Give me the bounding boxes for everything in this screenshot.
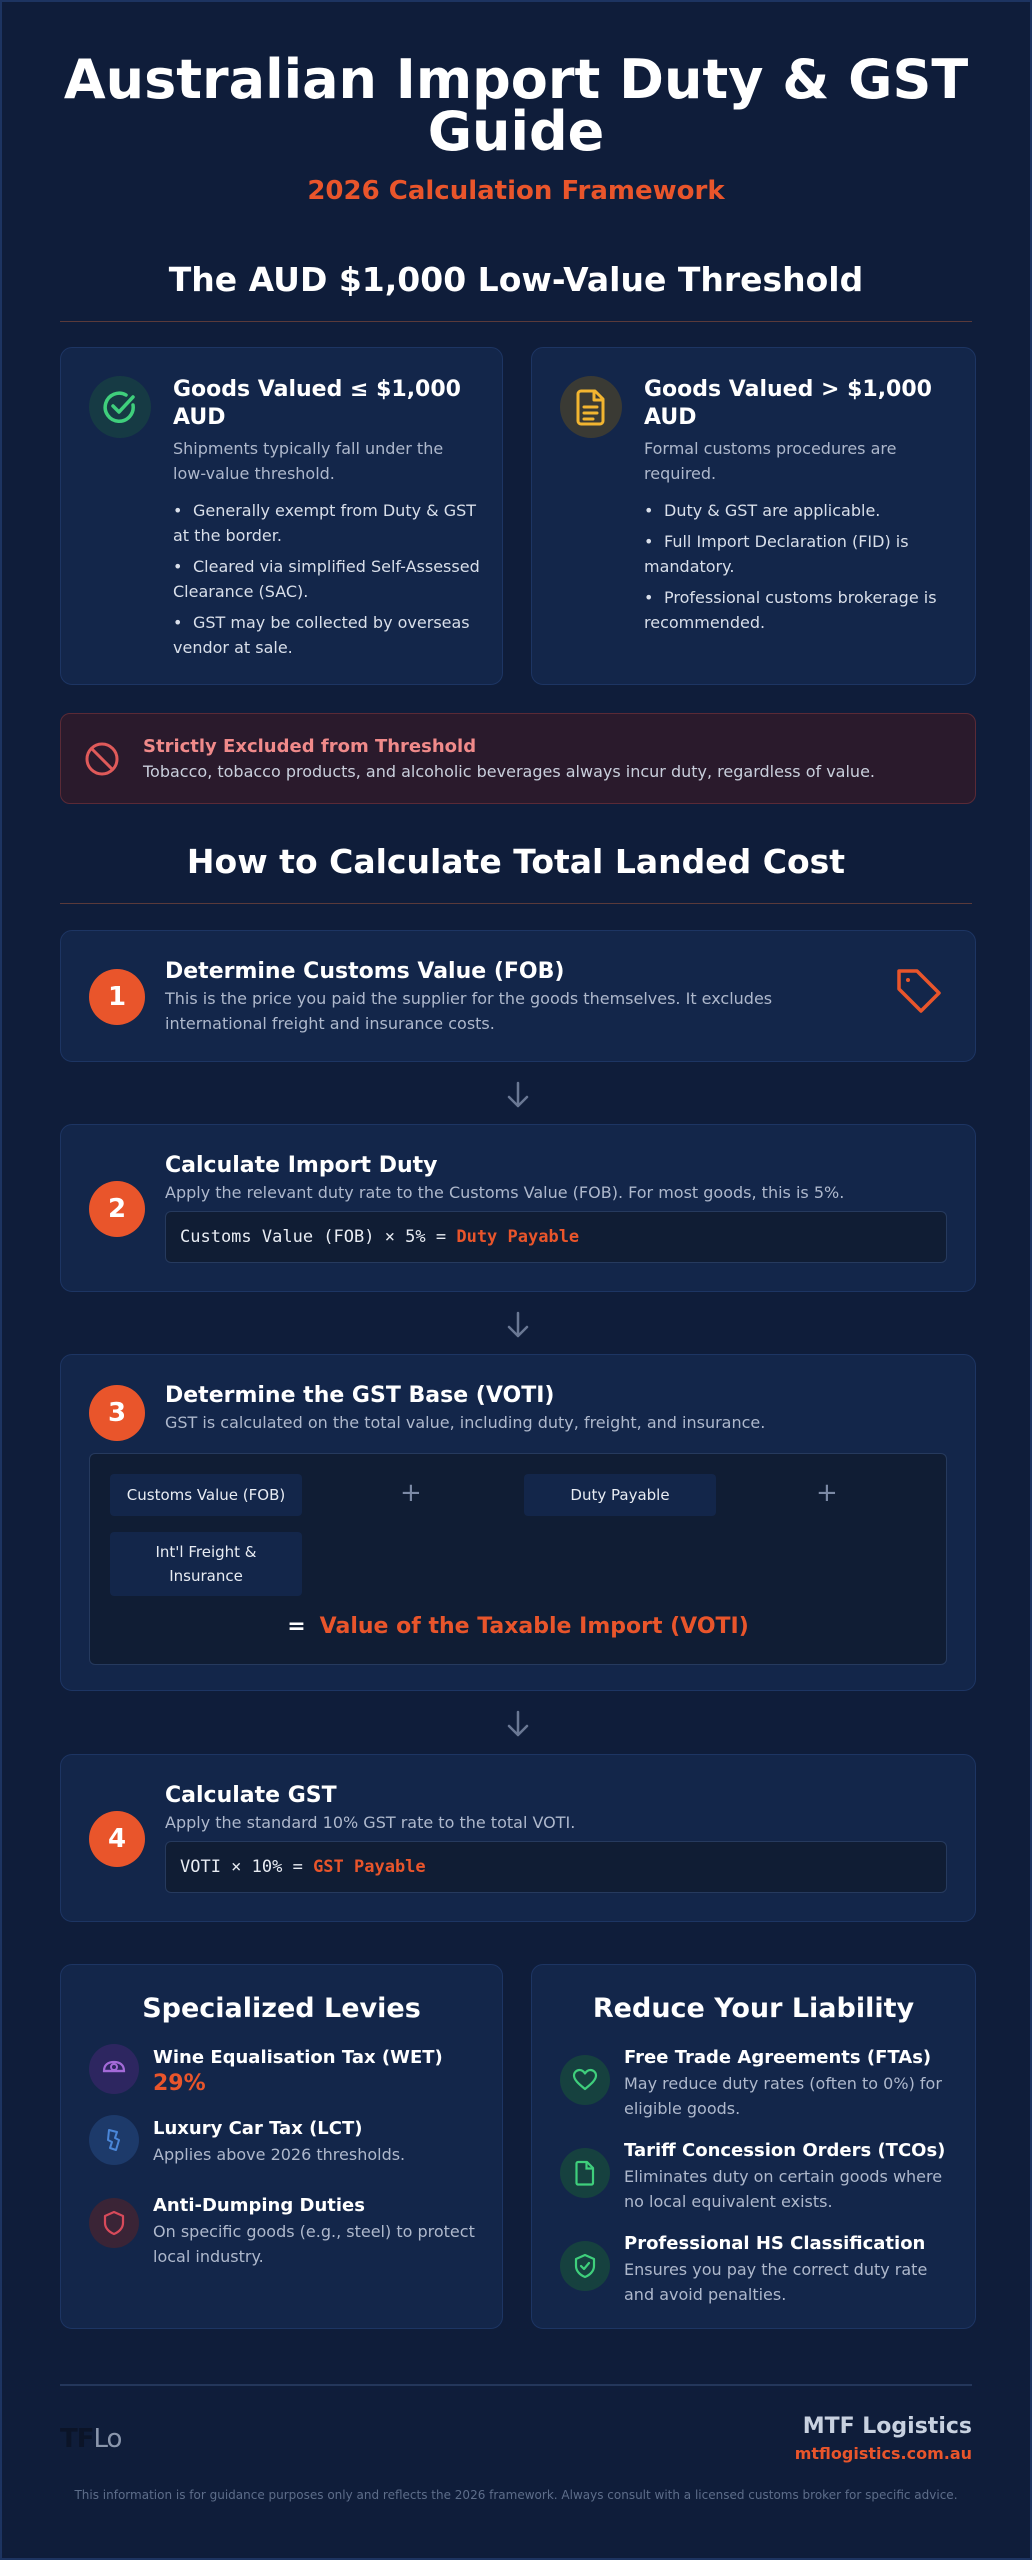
liability-title: Reduce Your Liability: [592, 1993, 915, 2024]
levies-panel: [60, 1964, 503, 2329]
levy-desc: On specific goods (e.g., steel) to protect local industry.: [153, 2222, 475, 2266]
step-title: Calculate Import Duty: [165, 1153, 438, 1178]
prohibited-icon: [83, 740, 121, 782]
levy-title: Luxury Car Tax (LCT): [153, 2118, 363, 2139]
gst-formula: VOTI × 10% = GST Payable: [165, 1841, 947, 1893]
company-logo: TFLo: [60, 2424, 122, 2454]
voti-component: Duty Payable: [524, 1474, 716, 1516]
list-item: • GST may be collected by overseas vendor at sale.: [173, 613, 470, 657]
footer-divider: [60, 2384, 972, 2386]
step-2-card: [60, 1124, 976, 1292]
wet-rate: 29%: [153, 2071, 206, 2096]
list-item: • Generally exempt from Duty & GST at the border.: [173, 501, 477, 545]
step-title: Calculate GST: [165, 1783, 337, 1808]
levy-title: Wine Equalisation Tax (WET): [153, 2047, 443, 2068]
exclusion-text: Tobacco, tobacco products, and alcoholic beverages always incur duty, regardless of value.: [143, 762, 875, 781]
arrow-down-icon: [502, 1708, 534, 1740]
car-key-icon: [89, 2115, 139, 2165]
list-item: • Professional customs brokerage is recommended.: [644, 588, 937, 632]
high-value-list: [644, 498, 953, 641]
step-desc: Apply the standard 10% GST rate to the total VOTI.: [165, 1813, 576, 1832]
threshold-section: [2, 260, 1030, 322]
voti-label: Value of the Taxable Import (VOTI): [319, 1614, 749, 1639]
step-number: 3: [89, 1385, 145, 1441]
threshold-section-title: The AUD $1,000 Low-Value Threshold: [168, 260, 864, 299]
header: [2, 2, 1030, 206]
disclaimer: This information is for guidance purposes only and reflects the 2026 framework. Always consult with a licensed customs broker for specific advice.: [74, 2488, 958, 2502]
step-title: Determine Customs Value (FOB): [165, 959, 565, 984]
step-1-card: [60, 930, 976, 1062]
shield-check-icon: [560, 2241, 610, 2291]
liability-item-title: Tariff Concession Orders (TCOs): [624, 2140, 946, 2161]
high-value-card: [531, 347, 976, 685]
arrow-down-icon: [502, 1079, 534, 1111]
voti-component: Int'l Freight & Insurance: [110, 1532, 302, 1596]
low-value-desc: Shipments typically fall under the low-value threshold.: [173, 439, 444, 483]
document-icon: [560, 376, 622, 438]
duty-formula: Customs Value (FOB) × 5% = Duty Payable: [165, 1211, 947, 1263]
levy-desc: Applies above 2026 thresholds.: [153, 2145, 406, 2164]
calc-section-title: How to Calculate Total Landed Cost: [186, 842, 846, 881]
check-circle-icon: [89, 376, 151, 438]
list-item: • Cleared via simplified Self-Assessed Clearance (SAC).: [173, 557, 480, 601]
step-4-card: [60, 1754, 976, 1922]
low-value-list: [173, 498, 480, 666]
price-tag-icon: [893, 965, 945, 1021]
exclusion-banner: [60, 713, 976, 804]
step-3-card: [60, 1354, 976, 1691]
step-desc: This is the price you paid the supplier for the goods themselves. It excludes international freight and insurance costs.: [165, 989, 773, 1033]
shield-icon: [89, 2198, 139, 2248]
levy-title: Anti-Dumping Duties: [153, 2195, 365, 2216]
duty-payable-label: Duty Payable: [456, 1227, 580, 1247]
voti-component: Customs Value (FOB): [110, 1474, 302, 1516]
liability-item-desc: May reduce duty rates (often to 0%) for eligible goods.: [624, 2074, 942, 2118]
brand-name: MTF Logistics: [802, 2414, 972, 2439]
liability-item-desc: Eliminates duty on certain goods where no local equivalent exists.: [624, 2167, 943, 2211]
step-number: 4: [89, 1811, 145, 1867]
high-value-desc: Formal customs procedures are required.: [644, 439, 897, 483]
plus-sign: +: [816, 1478, 838, 1508]
list-item: • Duty & GST are applicable.: [644, 501, 881, 520]
low-value-title: Goods Valued ≤ $1,000 AUD: [173, 377, 461, 430]
voti-breakdown: [89, 1453, 947, 1665]
section-divider: [60, 903, 972, 904]
liability-panel: [531, 1964, 976, 2329]
voti-result: = Value of the Taxable Import (VOTI): [287, 1614, 749, 1639]
file-icon: [560, 2148, 610, 2198]
wine-icon: [89, 2044, 139, 2094]
exclusion-title: Strictly Excluded from Threshold: [143, 736, 477, 757]
gst-payable-label: GST Payable: [313, 1857, 426, 1877]
heart-icon: [560, 2055, 610, 2105]
calc-section: [2, 842, 1030, 904]
low-value-card: [60, 347, 503, 685]
page-subtitle: 2026 Calculation Framework: [307, 176, 725, 206]
step-title: Determine the GST Base (VOTI): [165, 1383, 555, 1408]
arrow-down-icon: [502, 1309, 534, 1341]
brand-url-link[interactable]: mtflogistics.com.au: [794, 2444, 972, 2463]
step-desc: Apply the relevant duty rate to the Customs Value (FOB). For most goods, this is 5%.: [165, 1183, 845, 1202]
liability-item-desc: Ensures you pay the correct duty rate and avoid penalties.: [624, 2260, 928, 2304]
plus-sign: +: [400, 1478, 422, 1508]
section-divider: [60, 321, 972, 322]
liability-item-title: Free Trade Agreements (FTAs): [624, 2047, 932, 2068]
levies-title: Specialized Levies: [142, 1993, 421, 2024]
high-value-title: Goods Valued > $1,000 AUD: [644, 377, 932, 430]
list-item: • Full Import Declaration (FID) is mandatory.: [644, 532, 909, 576]
liability-item-title: Professional HS Classification: [624, 2233, 926, 2254]
page-title: Australian Import Duty & GST Guide: [63, 48, 969, 163]
step-number: 1: [89, 969, 145, 1025]
step-desc: GST is calculated on the total value, including duty, freight, and insurance.: [165, 1413, 766, 1432]
step-number: 2: [89, 1181, 145, 1237]
